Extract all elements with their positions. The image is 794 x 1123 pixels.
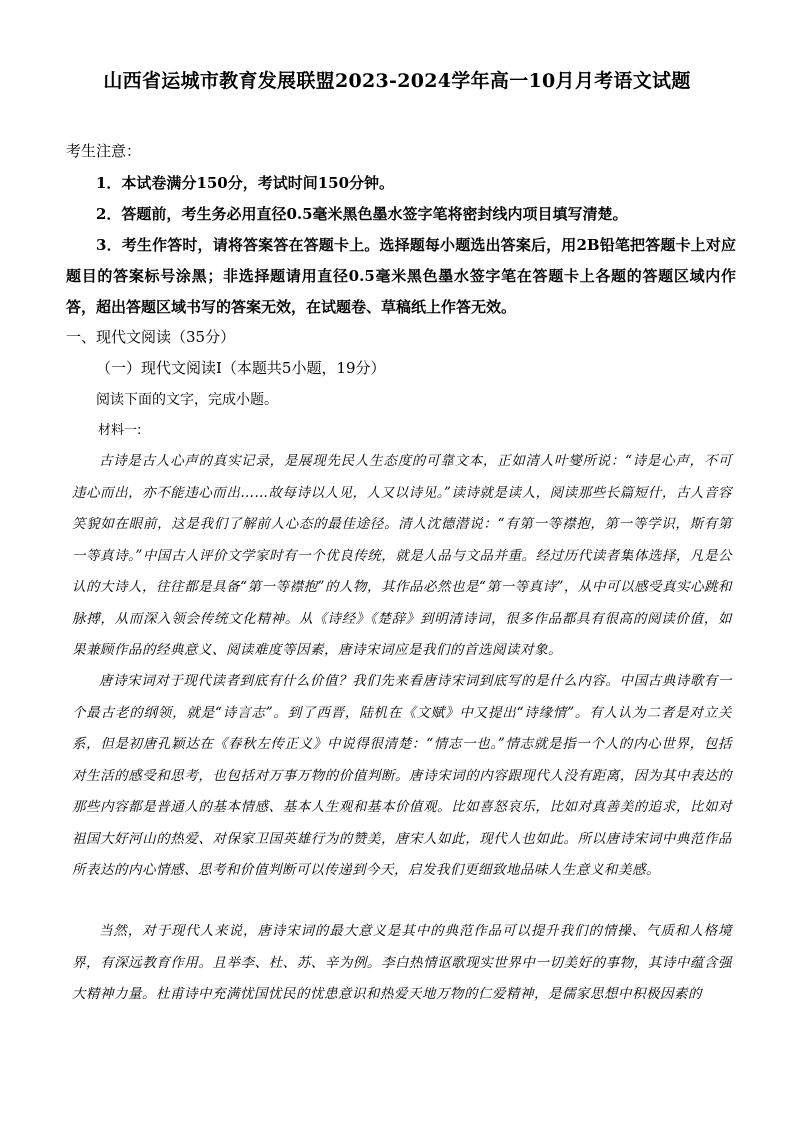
material-paragraph-2	[72, 666, 732, 887]
reading-instruction: 阅读下面的文字，完成小题。	[96, 392, 278, 408]
section-heading: 一、现代文阅读（35分）	[66, 328, 236, 346]
exam-title: 山西省运城市教育发展联盟2023-2024学年高一10月月考语文试题	[103, 70, 691, 92]
notice-item-1-text: 1．本试卷满分150分，考试时间150分钟。	[96, 174, 395, 192]
material-label: 材料一:	[98, 423, 142, 438]
paragraph-text: 当然，对于现代人来说，唐诗宋词的最大意义是其中的典范作品可以提升我们的情操、气质和人格境界，有深远教育作用。且举李、杜、苏、辛为例。李白热情讴歌现实世界中一切美好的事物，其诗中蕴含强大精神力量。杜甫诗中充满忧国忧民的忧患意识和热爱天地万物的仁爱精神，是儒家思想中积极因素的	[72, 923, 732, 1002]
paragraph-text: 唐诗宋词对于现代读者到底有什么价值？我们先来看唐诗宋词到底写的是什么内容。中国古典诗歌有一个最古老的纲领，就是“诗言志”。到了西晋，陆机在《文赋》中又提出“诗缘情”。有人认为二者是对立关系，但是初唐孔颖达在《春秋左传正义》中说得很清楚：“情志一也。”情志就是指一个人的内心世界，包括对生活的感受和思考，也包括对万事万物的价值判断。唐诗宋词的内容跟现代人没有距离，因为其中表达的那些内容都是普通人的基本情感、基本人生观和基本价值观。比如喜怒哀乐，比如对真善美的追求，比如对祖国大好河山的热爱、对保家卫国英雄行为的赞美，唐宋人如此，现代人也如此。所以唐诗宋词中典范作品所表达的内心情感、思考和价值判断可以传递到今天，启发我们更细致地品味人生意义和美感。	[72, 673, 732, 878]
material-paragraph-1	[72, 446, 732, 667]
section-subheading: （一）现代文阅读Ⅰ（本题共5小题，19分）	[96, 359, 386, 377]
paragraph-text: 古诗是古人心声的真实记录，是展现先民人生态度的可靠文本，正如清人叶燮所说：“诗是心声，不可违心而出，亦不能违心而出……故每诗以人见，人又以诗见。”读诗就是读人，阅读那些长篇短什，古人音容笑貌如在眼前，这是我们了解前人心态的最佳途径。清人沈德潜说：“有第一等襟抱，第一等学识，斯有第一等真诗。”中国古人评价文学家时有一个优良传统，就是人品与文品并重。经过历代读者集体选择，凡是公认的大诗人，往往都是具备“第一等襟抱”的人物，其作品必然也是“第一等真诗”，从中可以感受真实心跳和脉搏，从而深入领会传统文化精神。从《诗经》《楚辞》到明清诗词，很多作品都具有很高的阅读价值，如果兼顾作品的经典意义、阅读难度等因素，唐诗宋词应是我们的首选阅读对象。	[72, 453, 732, 658]
notice-item-2	[66, 199, 736, 230]
notice-heading: 考生注意：	[66, 142, 142, 160]
material-paragraph-3	[72, 916, 732, 1011]
notice-item-1	[66, 168, 736, 199]
notice-item-3-text: 3．考生作答时，请将答案答在答题卡上。选择题每小题选出答案后，用2B铅笔把答题卡上对应题目的答案标号涂黑；非选择题请用直径0.5毫米黑色墨水签字笔在答题卡上各题的答题区域内作答，超出答题区域书写的答案无效，在试题卷、草稿纸上作答无效。	[66, 236, 736, 316]
notice-item-3	[66, 230, 736, 323]
notice-item-2-text: 2．答题前，考生务必用直径0.5毫米黑色墨水签字笔将密封线内项目填写清楚。	[96, 205, 628, 223]
